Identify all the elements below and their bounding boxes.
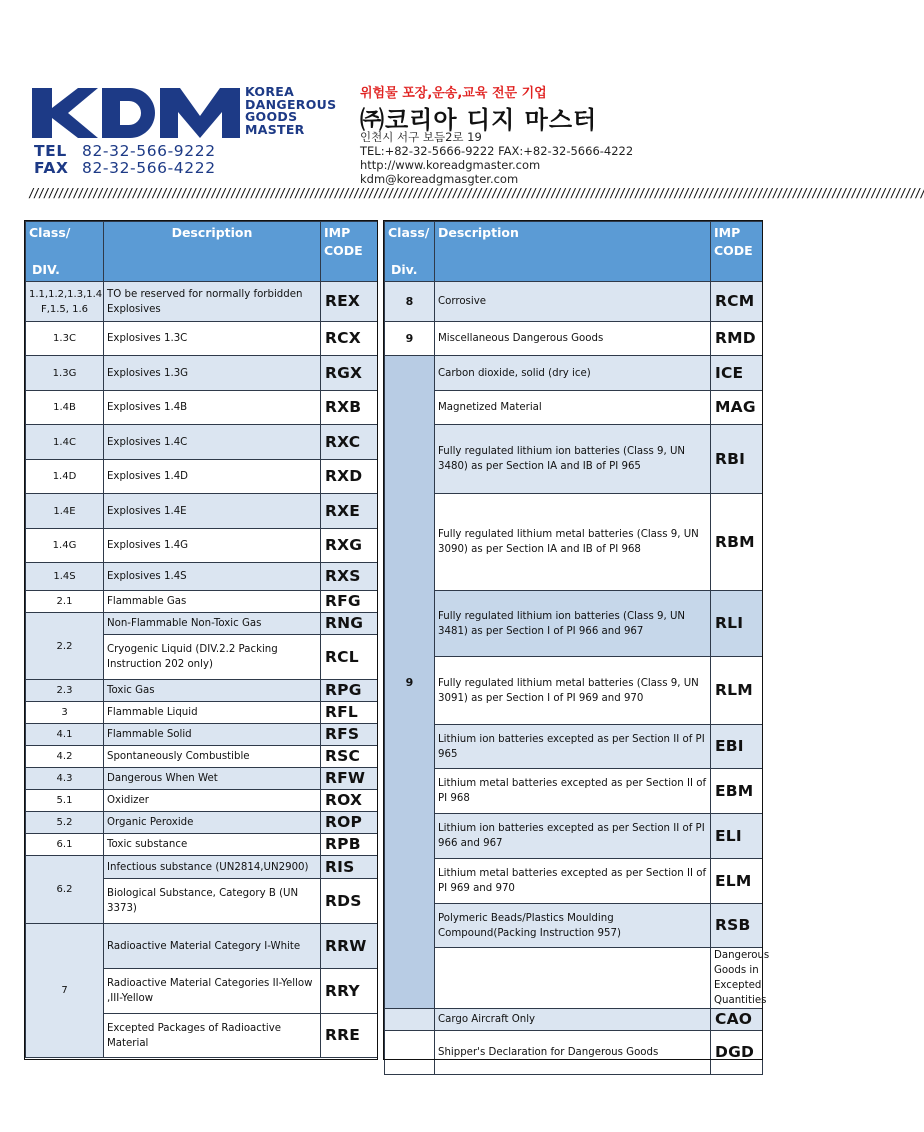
imp-code-cell: RCM <box>711 282 763 322</box>
description-cell: Fully regulated lithium metal batteries (Class 9, UN 3090) as per Section IA and IB of PI 968 <box>435 494 711 591</box>
description-cell: Lithium ion batteries excepted as per Section II of PI 965 <box>435 725 711 769</box>
class-cell: 1.4D <box>26 460 104 494</box>
table-header-row <box>385 222 763 282</box>
company-name-en <box>245 86 355 136</box>
class-cell: 1.4S <box>26 563 104 591</box>
description-cell: Excepted Packages of Radioactive Material <box>104 1014 321 1058</box>
imp-code-cell: RFG <box>321 591 378 613</box>
header-imp-code: IMP CODE <box>711 222 763 282</box>
fax-number: 82-32-566-4222 <box>82 159 216 177</box>
class-cell: 9 <box>385 322 435 356</box>
imp-code-cell: MAG <box>711 391 763 425</box>
table-row <box>26 282 378 322</box>
class-cell: 3 <box>26 702 104 724</box>
description-cell: Biological Substance, Category B (UN 3373) <box>104 879 321 924</box>
table-row <box>385 948 763 1009</box>
table-row <box>385 591 763 657</box>
description-cell: Flammable Solid <box>104 724 321 746</box>
imp-code-cell: RXD <box>321 460 378 494</box>
imp-code-cell: ROP <box>321 812 378 834</box>
imp-code-cell: ELI <box>711 814 763 859</box>
imp-code-cell: RRE <box>321 1014 378 1058</box>
class-cell: 1.4C <box>26 425 104 460</box>
imp-code-cell: RNG <box>321 613 378 635</box>
description-cell: Toxic substance <box>104 834 321 856</box>
table-row <box>26 391 378 425</box>
imp-code-cell: RXC <box>321 425 378 460</box>
table-row <box>385 322 763 356</box>
class-cell: 1.1,1.2,1.3,1.4 F,1.5, 1.6 <box>26 282 104 322</box>
class-cell: 1.3C <box>26 322 104 356</box>
company-info-ko <box>360 82 780 186</box>
address: 인천시 서구 보듬2로 19 <box>360 130 482 144</box>
imp-code-cell: RDS <box>321 879 378 924</box>
class-cell: 4.2 <box>26 746 104 768</box>
tel-fax-line: TEL:+82-32-5666-9222 FAX:+82-32-5666-4222 <box>360 144 634 158</box>
table-row <box>385 494 763 591</box>
slash-divider: ////////////////////////////////////////////////////////////////////////////////////////////////////////////////////////////////////////////////////////////////////////////////////// <box>28 186 924 200</box>
table-row <box>26 563 378 591</box>
description-cell: Explosives 1.3C <box>104 322 321 356</box>
imp-code-cell: RSC <box>321 746 378 768</box>
table-row <box>385 425 763 494</box>
class-cell <box>385 1009 435 1031</box>
class-cell: 5.2 <box>26 812 104 834</box>
imp-code-table-right <box>384 221 770 1075</box>
class-cell: 1.3G <box>26 356 104 391</box>
description-cell: Radioactive Material Category I-White <box>104 924 321 969</box>
description-cell: Dangerous Goods in Excepted Quantities <box>711 948 763 1009</box>
imp-code-cell: REX <box>321 282 378 322</box>
description-cell: Dangerous When Wet <box>104 768 321 790</box>
table-row <box>385 904 763 948</box>
table-row <box>385 356 763 391</box>
slogan: 위험물 포장,운송,교육 전문 기업 <box>360 86 547 101</box>
description-cell: Corrosive <box>435 282 711 322</box>
table-row <box>385 1009 763 1031</box>
imp-code-cell: RFW <box>321 768 378 790</box>
table-row <box>385 814 763 859</box>
description-cell: Non-Flammable Non-Toxic Gas <box>104 613 321 635</box>
imp-code-cell: EBM <box>711 769 763 814</box>
table-row <box>26 460 378 494</box>
table-row <box>26 529 378 563</box>
description-cell: Lithium metal batteries excepted as per Section II of PI 969 and 970 <box>435 859 711 904</box>
table-row <box>26 856 378 879</box>
table-row <box>26 768 378 790</box>
imp-code-cell: RPB <box>321 834 378 856</box>
tel-number: 82-32-566-9222 <box>82 142 216 160</box>
class-cell: 8 <box>385 282 435 322</box>
email-link[interactable]: kdm@koreadgmasgter.com <box>360 172 519 186</box>
class-cell <box>435 948 711 1009</box>
table-row <box>26 834 378 856</box>
imp-code-cell: RLM <box>711 657 763 725</box>
class-cell: 6.2 <box>26 856 104 924</box>
table-row <box>385 1031 763 1075</box>
fax-line <box>34 159 294 177</box>
class-cell: 4.3 <box>26 768 104 790</box>
imp-code-cell: ELM <box>711 859 763 904</box>
table-row <box>385 859 763 904</box>
description-cell: Explosives 1.4E <box>104 494 321 529</box>
description-cell: Explosives 1.4D <box>104 460 321 494</box>
class-cell: 2.3 <box>26 680 104 702</box>
header-description: Description <box>104 222 321 282</box>
imp-code-cell: RXG <box>321 529 378 563</box>
description-cell: Fully regulated lithium ion batteries (Class 9, UN 3481) as per Section I of PI 966 and 967 <box>435 591 711 657</box>
imp-code-cell: RCX <box>321 322 378 356</box>
imp-code-cell: RPG <box>321 680 378 702</box>
description-cell: Explosives 1.4C <box>104 425 321 460</box>
description-cell: Organic Peroxide <box>104 812 321 834</box>
description-cell: Spontaneously Combustible <box>104 746 321 768</box>
description-cell: Cryogenic Liquid (DIV.2.2 Packing Instruction 202 only) <box>104 635 321 680</box>
description-cell: Cargo Aircraft Only <box>435 1009 711 1031</box>
class-cell: 1.4E <box>26 494 104 529</box>
class-cell: 9 <box>385 356 435 1009</box>
description-cell: Miscellaneous Dangerous Goods <box>435 322 711 356</box>
tel-label: TEL <box>34 142 67 160</box>
header-description: Description <box>435 222 711 282</box>
class-cell: 2.1 <box>26 591 104 613</box>
class-cell: 2.2 <box>26 613 104 680</box>
imp-code-cell: CAO <box>711 1009 763 1031</box>
header-class: Class/ DIV. <box>26 222 104 282</box>
table-row <box>26 790 378 812</box>
tel-line <box>34 142 294 160</box>
class-cell: 5.1 <box>26 790 104 812</box>
description-cell: Magnetized Material <box>435 391 711 425</box>
class-cell: 4.1 <box>26 724 104 746</box>
description-cell: Shipper's Declaration for Dangerous Goods <box>435 1031 711 1075</box>
table-row <box>26 724 378 746</box>
kdm-logo-mark <box>32 86 240 140</box>
description-cell: Fully regulated lithium metal batteries (Class 9, UN 3091) as per Section I of PI 969 and 970 <box>435 657 711 725</box>
table-row <box>26 494 378 529</box>
imp-code-cell: RXB <box>321 391 378 425</box>
imp-code-cell: RIS <box>321 856 378 879</box>
description-cell: Explosives 1.4G <box>104 529 321 563</box>
company-name-en-line: MASTER <box>245 121 305 137</box>
description-cell: Infectious substance (UN2814,UN2900) <box>104 856 321 879</box>
imp-code-cell: ROX <box>321 790 378 812</box>
imp-code-cell: RLI <box>711 591 763 657</box>
class-cell <box>385 1031 435 1075</box>
class-cell: 1.4B <box>26 391 104 425</box>
imp-code-cell: DGD <box>711 1031 763 1075</box>
imp-code-cell: RXS <box>321 563 378 591</box>
imp-code-cell: RFL <box>321 702 378 724</box>
table-header-row <box>26 222 378 282</box>
description-cell: Fully regulated lithium ion batteries (Class 9, UN 3480) as per Section IA and IB of PI 965 <box>435 425 711 494</box>
company-logo <box>32 86 352 176</box>
description-cell: Lithium metal batteries excepted as per Section II of PI 968 <box>435 769 711 814</box>
imp-code-cell: RBI <box>711 425 763 494</box>
imp-code-cell: EBI <box>711 725 763 769</box>
company-name-en-line: DANGEROUS <box>245 96 337 112</box>
table-row <box>26 591 378 613</box>
imp-code-cell: RXE <box>321 494 378 529</box>
description-cell: Lithium ion batteries excepted as per Section II of PI 966 and 967 <box>435 814 711 859</box>
table-row <box>385 657 763 725</box>
table-row <box>26 702 378 724</box>
description-cell: Flammable Gas <box>104 591 321 613</box>
table-row <box>385 769 763 814</box>
company-name-ko: ㈜코리아 디지 마스터 <box>360 106 598 134</box>
header-imp-code: IMP CODE <box>321 222 378 282</box>
imp-code-cell: RSB <box>711 904 763 948</box>
description-cell: Explosives 1.4S <box>104 563 321 591</box>
imp-code-cell: RFS <box>321 724 378 746</box>
website-link[interactable]: http://www.koreadgmaster.com <box>360 158 541 172</box>
table-row <box>26 924 378 969</box>
header-class: Class/ Div. <box>385 222 435 282</box>
table-row <box>385 725 763 769</box>
description-cell: Radioactive Material Categories II-Yellow ,III-Yellow <box>104 969 321 1014</box>
imp-code-cell: RRW <box>321 924 378 969</box>
table-row <box>26 356 378 391</box>
imp-code-cell: RGX <box>321 356 378 391</box>
company-name-en-line: KOREA <box>245 84 295 99</box>
imp-code-cell: RCL <box>321 635 378 680</box>
description-cell: Explosives 1.4B <box>104 391 321 425</box>
description-cell: TO be reserved for normally forbidden Explosives <box>104 282 321 322</box>
table-row <box>26 322 378 356</box>
table-row <box>385 282 763 322</box>
class-cell: 7 <box>26 924 104 1058</box>
imp-code-cell: RBM <box>711 494 763 591</box>
description-cell: Carbon dioxide, solid (dry ice) <box>435 356 711 391</box>
class-cell: 6.1 <box>26 834 104 856</box>
table-row <box>26 425 378 460</box>
imp-code-cell: RMD <box>711 322 763 356</box>
table-row <box>26 613 378 635</box>
description-cell: Toxic Gas <box>104 680 321 702</box>
description-cell: Flammable Liquid <box>104 702 321 724</box>
table-row <box>26 812 378 834</box>
fax-label: FAX <box>34 159 69 177</box>
table-row <box>385 391 763 425</box>
description-cell: Oxidizer <box>104 790 321 812</box>
description-cell: Polymeric Beads/Plastics Moulding Compound(Packing Instruction 957) <box>435 904 711 948</box>
imp-code-cell: RRY <box>321 969 378 1014</box>
table-row <box>26 746 378 768</box>
imp-code-table-left <box>25 221 378 1058</box>
table-row <box>26 680 378 702</box>
description-cell: Explosives 1.3G <box>104 356 321 391</box>
company-name-en-line: GOODS <box>245 109 298 125</box>
class-cell: 1.4G <box>26 529 104 563</box>
imp-code-cell: ICE <box>711 356 763 391</box>
